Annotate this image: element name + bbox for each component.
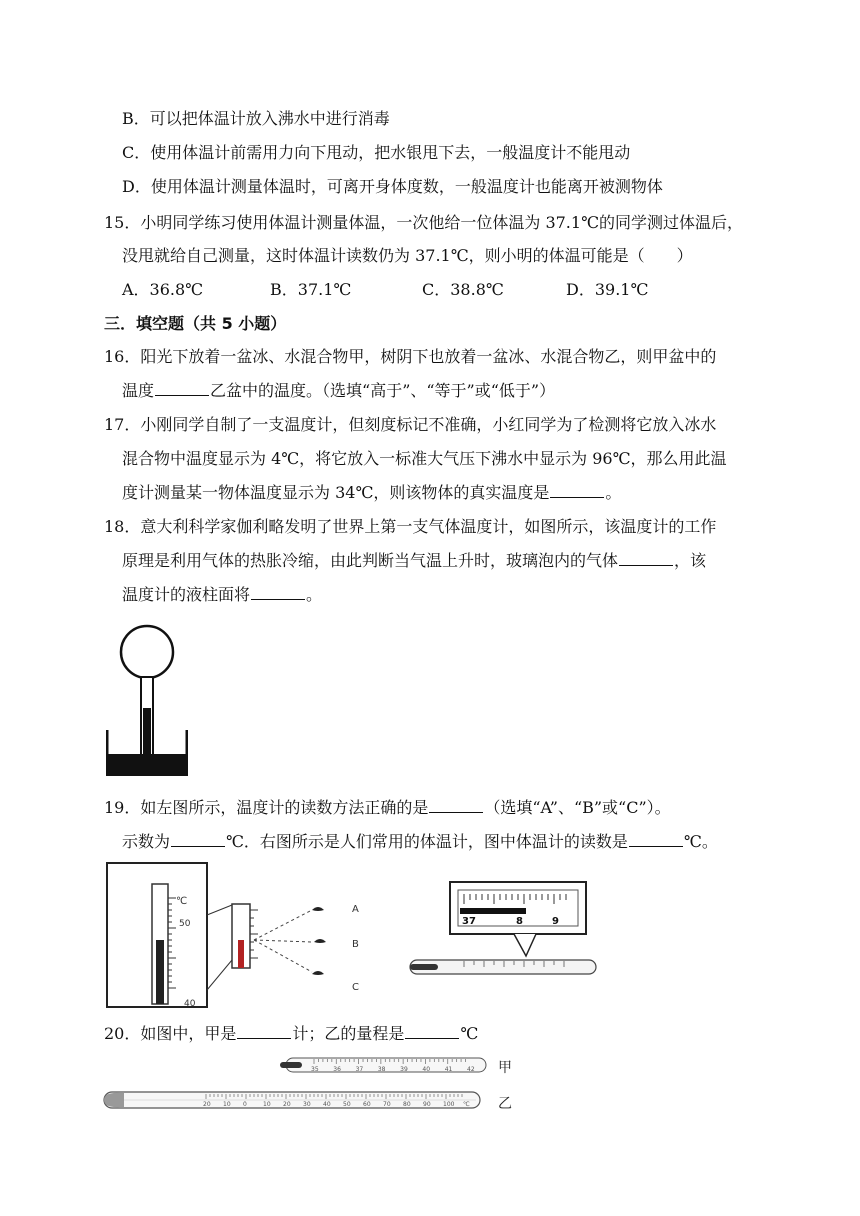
q19-text-a: 19．如左图所示，温度计的读数方法正确的是 xyxy=(104,798,429,817)
q20-thermometers-figure xyxy=(100,1052,520,1118)
q19-eye-label-b: B xyxy=(352,939,359,950)
q15-option-d: D．39.1℃ xyxy=(566,280,649,299)
yi-tick-label: 0 xyxy=(243,1101,247,1108)
q19-text-d: ℃．右图所示是人们常用的体温计，图中体温计的读数是 xyxy=(226,832,628,851)
jia-tick-label: 42 xyxy=(467,1066,475,1073)
yi-tick-label: ℃ xyxy=(463,1101,470,1108)
section-heading: 三．填空题（共 5 小题） xyxy=(104,314,287,333)
q15-option-c: C．38.8℃ xyxy=(422,280,504,299)
q17-text-b: 。 xyxy=(605,483,622,502)
q19-line-1 xyxy=(104,797,671,819)
q20-text-b: 计；乙的量程是 xyxy=(292,1024,405,1043)
jia-tick-label: 35 xyxy=(311,1066,319,1073)
q18-text-c: 温度计的液柱面将 xyxy=(122,585,251,604)
q14-option-c: C．使用体温计前需用力向下甩动，把水银甩下去，一般温度计不能甩动 xyxy=(122,143,631,162)
q19-answer-blank-3[interactable] xyxy=(629,832,683,847)
q15-option-a: A．36.8℃ xyxy=(122,280,204,299)
q19-line-2 xyxy=(122,831,718,853)
yi-tick-label: 100 xyxy=(443,1101,455,1108)
q16-line-1: 16．阳光下放着一盆冰、水混合物甲，树阴下也放着一盆冰、水混合物乙，则甲盆中的 xyxy=(104,347,717,366)
q14-option-b: B．可以把体温计放入沸水中进行消毒 xyxy=(122,109,390,128)
q18-line-1: 18．意大利科学家伽利略发明了世界上第一支气体温度计，如图所示，该温度计的工作 xyxy=(104,517,717,536)
q20-text-a: 20．如图中，甲是 xyxy=(104,1024,237,1043)
q19-text-b: （选填“A”、“B”或“C”）。 xyxy=(484,798,671,817)
q20-answer-blank-2[interactable] xyxy=(405,1024,459,1039)
q19-text-c: 示数为 xyxy=(122,832,171,851)
q18-text-d: 。 xyxy=(306,585,323,604)
yi-tick-label: 80 xyxy=(403,1101,411,1108)
q17-line-1: 17．小刚同学自制了一支温度计，但刻度标记不准确，小红同学为了检测将它放入冰水 xyxy=(104,415,717,434)
q20-line-1 xyxy=(104,1023,478,1045)
q18-text-a: 原理是利用气体的热胀冷缩，由此判断当气温上升时，玻璃泡内的气体 xyxy=(122,551,619,570)
q18-line-2 xyxy=(122,550,706,572)
q16-text-a: 温度 xyxy=(122,381,155,400)
q19-reading-figure xyxy=(104,860,404,1010)
yi-tick-label: 20 xyxy=(283,1101,291,1108)
clinical-label-9: 9 xyxy=(552,916,559,927)
q18-answer-blank-2[interactable] xyxy=(251,585,305,600)
q19-answer-blank-1[interactable] xyxy=(429,798,483,813)
q15-option-b: B．37.1℃ xyxy=(270,280,352,299)
q18-line-3 xyxy=(122,584,322,606)
jia-tick-label: 36 xyxy=(333,1066,341,1073)
q15-line-1: 15．小明同学练习使用体温计测量体温，一次他给一位体温为 37.1℃的同学测过体温后， xyxy=(104,213,743,232)
yi-tick-label: 20 xyxy=(203,1101,211,1108)
yi-tick-label: 10 xyxy=(263,1101,271,1108)
q20-answer-blank-1[interactable] xyxy=(237,1024,291,1039)
q16-line-2 xyxy=(122,380,555,402)
yi-tick-label: 30 xyxy=(303,1101,311,1108)
q19-unit-label: ℃ xyxy=(176,896,188,907)
q19-clinical-thermometer-figure xyxy=(404,860,600,990)
q17-line-3 xyxy=(122,482,621,504)
clinical-label-8: 8 xyxy=(516,916,523,927)
q14-option-d: D．使用体温计测量体温时，可离开身体度数，一般温度计也能离开被测物体 xyxy=(122,177,663,196)
jia-tick-label: 38 xyxy=(377,1066,386,1073)
label-yi: 乙 xyxy=(498,1096,512,1112)
q19-text-e: ℃。 xyxy=(683,832,718,851)
jia-tick-label: 41 xyxy=(444,1066,453,1073)
yi-tick-label: 50 xyxy=(343,1101,351,1108)
clinical-label-37: 37 xyxy=(462,916,476,927)
q17-text-a: 度计测量某一物体温度显示为 34℃，则该物体的真实温度是 xyxy=(122,483,550,502)
q15-line-2: 没甩就给自己测量，这时体温计读数仍为 37.1℃，则小明的体温可能是（ ） xyxy=(122,246,693,265)
q16-answer-blank[interactable] xyxy=(155,381,209,396)
yi-tick-label: 60 xyxy=(363,1101,371,1108)
galileo-thermometer-figure xyxy=(100,620,200,782)
jia-tick-label: 37 xyxy=(355,1066,364,1073)
q19-eye-label-c: C xyxy=(352,982,359,993)
label-jia: 甲 xyxy=(498,1060,512,1076)
yi-tick-label: 70 xyxy=(383,1101,391,1108)
q16-text-b: 乙盆中的温度。（选填“高于”、“等于”或“低于”） xyxy=(210,381,556,400)
jia-tick-label: 39 xyxy=(400,1066,408,1073)
q19-answer-blank-2[interactable] xyxy=(171,832,225,847)
q20-text-c: ℃ xyxy=(460,1024,479,1043)
q18-answer-blank-1[interactable] xyxy=(619,551,673,566)
q19-tick-40: 40 xyxy=(184,999,196,1009)
yi-tick-label: 90 xyxy=(423,1101,431,1108)
yi-tick-label: 40 xyxy=(323,1101,331,1108)
q17-line-2: 混合物中温度显示为 4℃，将它放入一标准大气压下沸水中显示为 96℃，那么用此温 xyxy=(122,449,727,468)
jia-tick-label: 40 xyxy=(422,1066,431,1073)
q19-tick-50: 50 xyxy=(179,919,191,929)
q19-eye-label-a: A xyxy=(352,904,359,915)
yi-tick-label: 10 xyxy=(223,1101,231,1108)
q18-text-b: ，该 xyxy=(674,551,707,570)
q17-answer-blank[interactable] xyxy=(550,483,604,498)
